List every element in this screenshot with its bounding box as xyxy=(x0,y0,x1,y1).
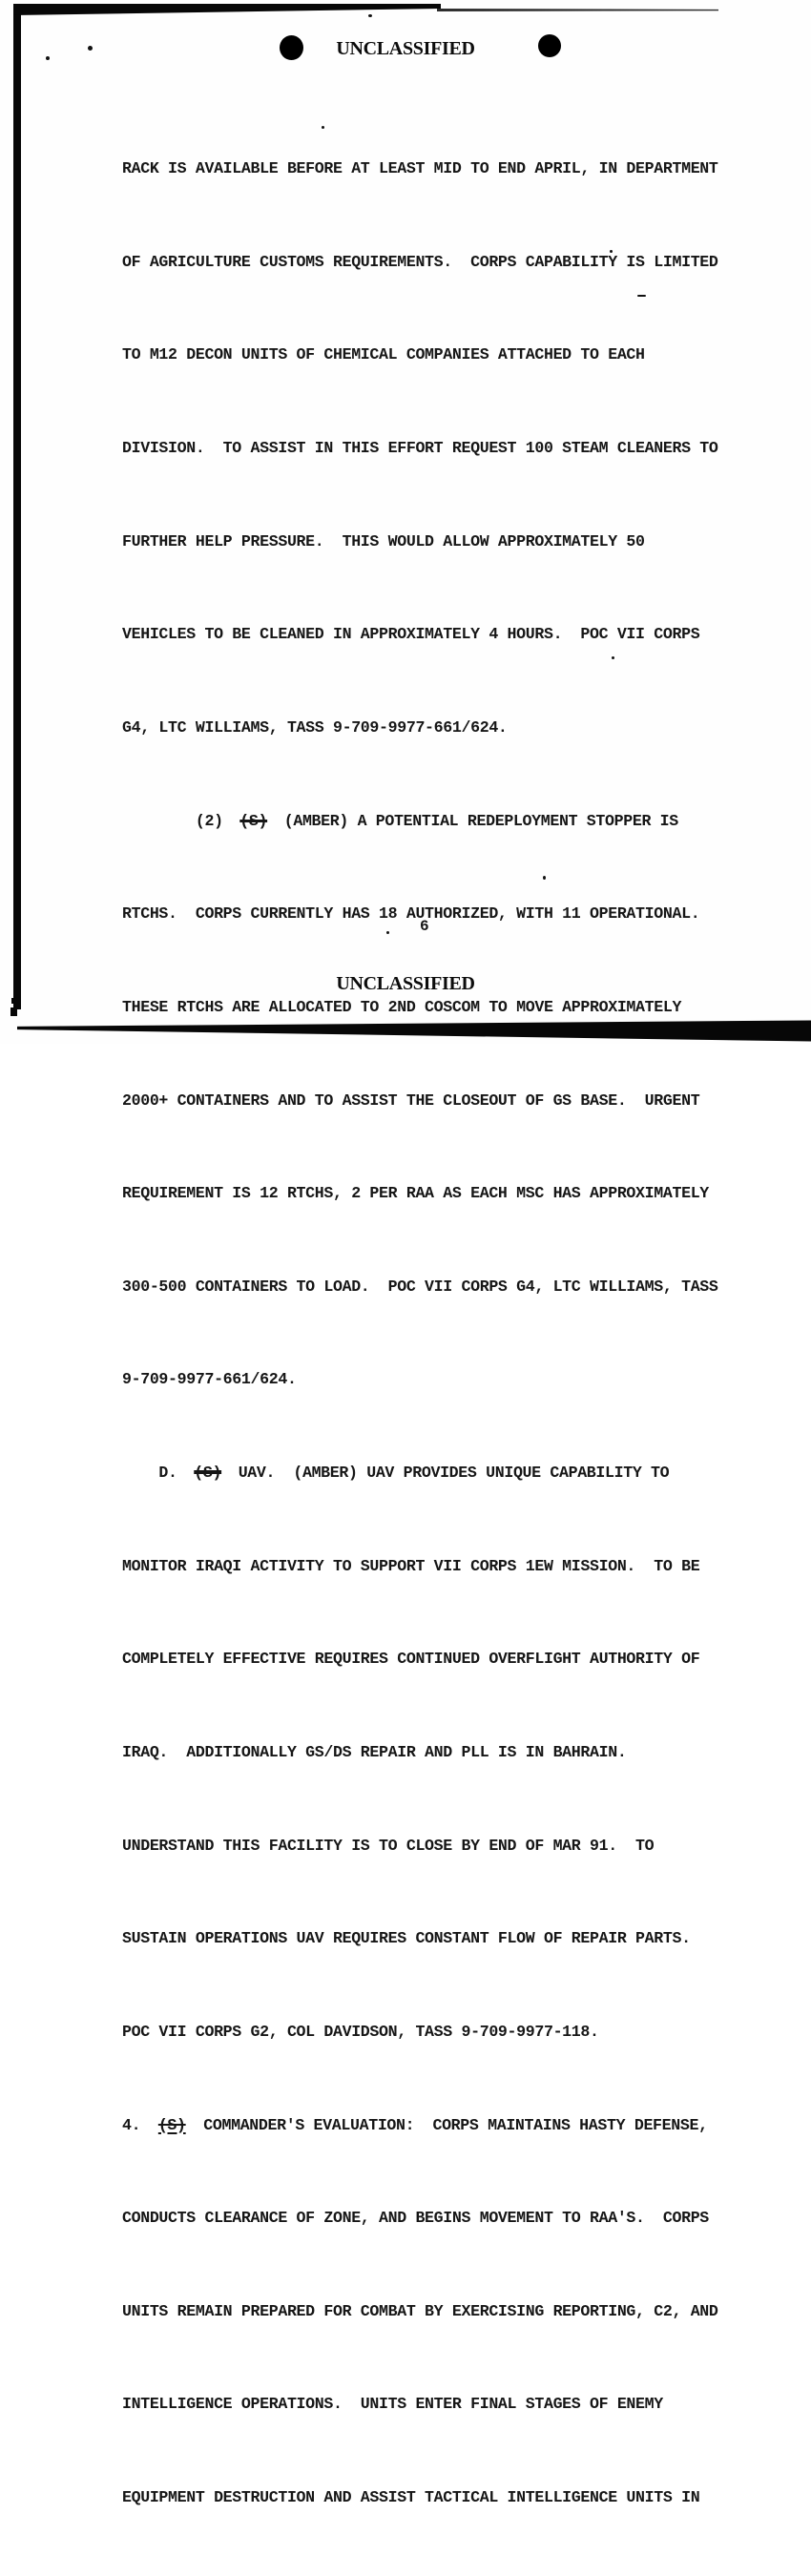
classification-header: UNCLASSIFIED xyxy=(336,38,475,59)
text-line: CONDUCTS CLEARANCE OF ZONE, AND BEGINS MOVEMENT TO RAA'S. CORPS xyxy=(122,2209,709,2228)
text-line: POC VII CORPS G2, COL DAVIDSON, TASS 9-709-9977-118. xyxy=(122,2022,599,2041)
scan-edge-stub xyxy=(10,1008,17,1016)
text-line: 9-709-9977-661/624. xyxy=(122,1370,297,1389)
redacted-classification-marking: (S) xyxy=(194,1464,222,1483)
text-line: UNDERSTAND THIS FACILITY IS TO CLOSE BY END OF MAR 91. TO xyxy=(122,1836,655,1855)
text-line: SUSTAIN OPERATIONS UAV REQUIRES CONSTANT FLOW OF REPAIR PARTS. xyxy=(122,1929,691,1948)
redacted-classification-marking: (S) xyxy=(157,2115,186,2134)
text-line-subparagraph-2 xyxy=(122,806,718,838)
text-line: OF AGRICULTURE CUSTOMS REQUIREMENTS. CORPS CAPABILITY IS LIMITED xyxy=(122,252,718,271)
text-line: TO M12 DECON UNITS OF CHEMICAL COMPANIES ATTACHED TO EACH xyxy=(122,345,645,364)
text-line: THESE RTCHS ARE ALLOCATED TO 2ND COSCOM TO MOVE APPROXIMATELY xyxy=(122,997,682,1016)
page-number: 6 xyxy=(420,918,429,935)
text-line: DIVISION. TO ASSIST IN THIS EFFORT REQUEST 100 STEAM CLEANERS TO xyxy=(122,439,718,458)
text-line: 2000+ CONTAINERS AND TO ASSIST THE CLOSEOUT OF GS BASE. URGENT xyxy=(122,1091,700,1110)
text-line-paragraph-4 xyxy=(122,2110,718,2142)
scan-edge-top-wedge xyxy=(13,4,441,15)
text-line: COMPLETELY EFFECTIVE REQUIRES CONTINUED OVERFLIGHT AUTHORITY OF xyxy=(122,1650,700,1669)
text-line: VEHICLES TO BE CLEANED IN APPROXIMATELY 4 HOURS. POC VII CORPS xyxy=(122,625,700,644)
text-line: MONITOR IRAQI ACTIVITY TO SUPPORT VII CORPS 1EW MISSION. TO BE xyxy=(122,1556,700,1575)
text-line: IRAQ. ADDITIONALLY GS/DS REPAIR AND PLL IS IN BAHRAIN. xyxy=(122,1742,627,1761)
text-segment: COMMANDER'S EVALUATION: CORPS MAINTAINS HASTY DEFENSE, xyxy=(194,2115,708,2134)
text-segment: (AMBER) A POTENTIAL REDEPLOYMENT STOPPER IS xyxy=(275,811,678,830)
text-line: 300-500 CONTAINERS TO LOAD. POC VII CORPS G4, LTC WILLIAMS, TASS xyxy=(122,1277,718,1296)
document-body xyxy=(122,92,718,2576)
scan-speck xyxy=(368,14,372,17)
text-line: G4, LTC WILLIAMS, TASS 9-709-9977-661/624. xyxy=(122,717,508,737)
text-segment: (2) xyxy=(122,811,233,830)
redacted-classification-marking: (S) xyxy=(239,811,268,830)
classification-footer: UNCLASSIFIED xyxy=(336,973,475,994)
text-line-paragraph-d xyxy=(122,1458,718,1489)
text-line: RTCHS. CORPS CURRENTLY HAS 18 AUTHORIZED, WITH 11 OPERATIONAL. xyxy=(122,904,700,924)
scan-edge-top-line xyxy=(437,9,718,11)
classification-stamp-dot-right-icon xyxy=(538,34,561,57)
text-segment: D. xyxy=(122,1464,187,1483)
scan-edge-stub xyxy=(11,998,21,1004)
text-line: REQUIREMENT IS 12 RTCHS, 2 PER RAA AS EACH MSC HAS APPROXIMATELY xyxy=(122,1184,709,1203)
scan-edge-left-bar xyxy=(13,5,21,1009)
text-segment: 4. xyxy=(122,2115,150,2134)
text-line: INTELLIGENCE OPERATIONS. UNITS ENTER FINAL STAGES OF ENEMY xyxy=(122,2395,663,2414)
text-segment: UAV. (AMBER) UAV PROVIDES UNIQUE CAPABILITY TO xyxy=(229,1464,670,1483)
text-line: FURTHER HELP PRESSURE. THIS WOULD ALLOW APPROXIMATELY 50 xyxy=(122,531,645,551)
text-line: UNITS REMAIN PREPARED FOR COMBAT BY EXERCISING REPORTING, C2, AND xyxy=(122,2301,718,2320)
text-line: RACK IS AVAILABLE BEFORE AT LEAST MID TO END APRIL, IN DEPARTMENT xyxy=(122,159,718,178)
text-line: EQUIPMENT DESTRUCTION AND ASSIST TACTICAL INTELLIGENCE UNITS IN xyxy=(122,2488,700,2507)
